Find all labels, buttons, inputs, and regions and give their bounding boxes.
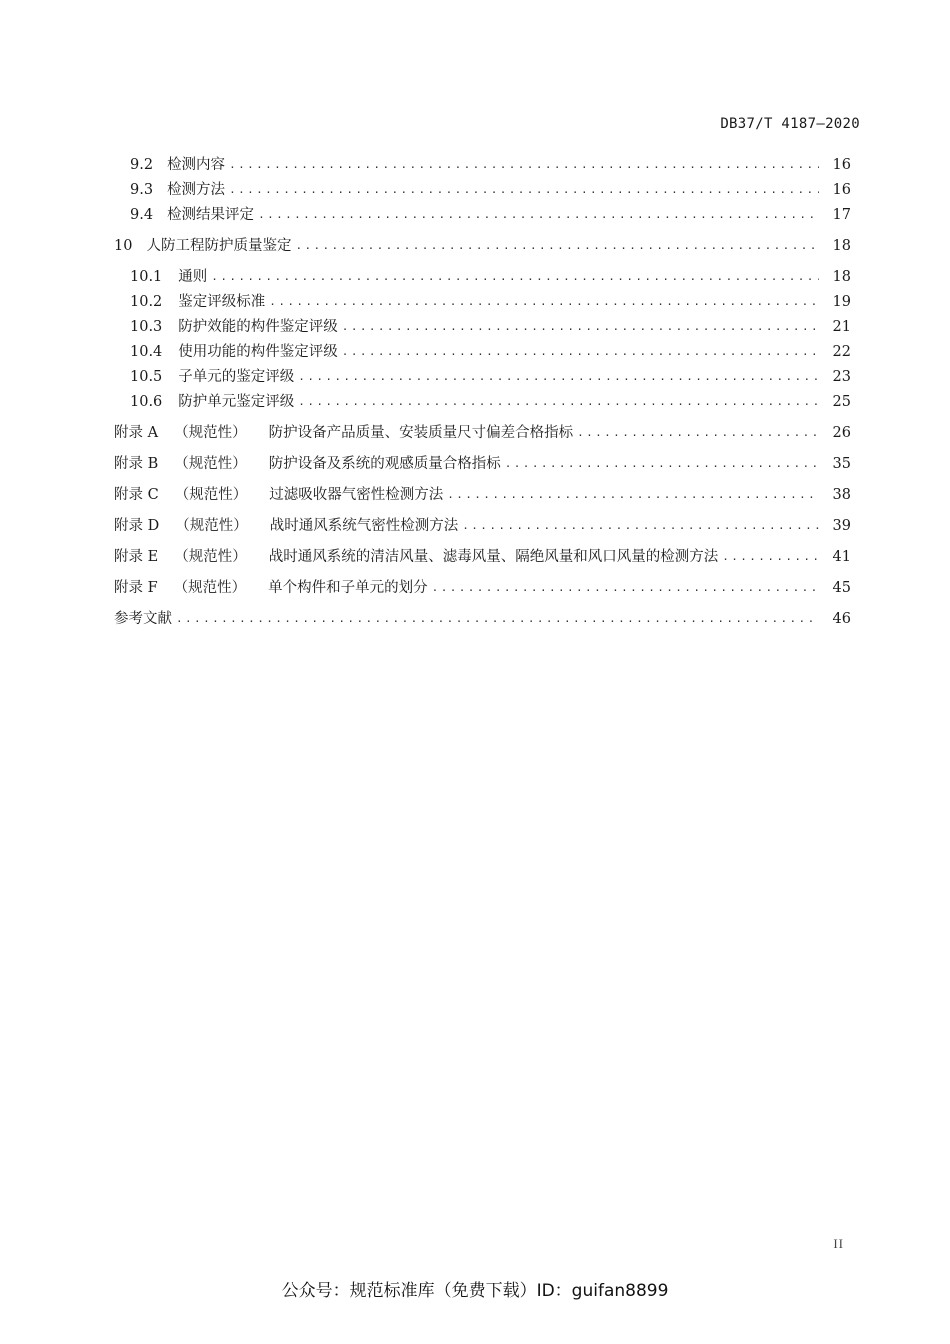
appendix-category: （规范性） xyxy=(174,456,247,472)
toc-number: 10 xyxy=(114,238,133,254)
toc-entry-9-4[interactable] xyxy=(0,205,950,225)
appendix-label: 附录 C xyxy=(114,487,159,503)
toc-references[interactable] xyxy=(0,609,950,629)
toc-entry-10-1[interactable] xyxy=(0,267,950,287)
toc-page: 21 xyxy=(832,319,851,335)
toc-number: 10.2 xyxy=(130,294,163,310)
appendix-title: 单个构件和子单元的划分 xyxy=(268,580,428,596)
toc-title: 防护效能的构件鉴定评级 xyxy=(178,319,338,335)
leader-dots xyxy=(447,485,819,505)
toc-page: 26 xyxy=(832,425,851,441)
leader-dots xyxy=(577,423,819,443)
leader-dots xyxy=(462,516,819,536)
toc-number: 10.5 xyxy=(130,369,163,385)
appendix-label: 附录 A xyxy=(114,425,159,441)
toc-page: 18 xyxy=(832,238,851,254)
toc-number: 9.4 xyxy=(130,207,154,223)
toc-title: 检测内容 xyxy=(167,157,226,173)
toc-page: 39 xyxy=(832,518,851,534)
toc-page: 46 xyxy=(832,611,851,627)
leader-dots xyxy=(258,205,819,225)
leader-dots xyxy=(505,454,819,474)
appendix-title: 战时通风系统的清洁风量、滤毒风量、隔绝风量和风口风量的检测方法 xyxy=(268,549,719,565)
toc-number: 9.3 xyxy=(130,182,154,198)
appendix-category: （规范性） xyxy=(174,487,248,503)
toc-entry-10-3[interactable] xyxy=(0,317,950,337)
toc-page: 25 xyxy=(832,394,851,410)
toc-page: 38 xyxy=(832,487,851,503)
toc-page: 17 xyxy=(832,207,851,223)
appendix-label: 附录 B xyxy=(114,456,159,472)
toc-title: 参考文献 xyxy=(114,611,172,627)
leader-dots xyxy=(342,317,819,337)
toc-entry-10-2[interactable] xyxy=(0,292,950,312)
toc-appendix-f[interactable] xyxy=(0,578,950,598)
toc-entry-10-4[interactable] xyxy=(0,342,950,362)
toc-title: 人防工程防护质量鉴定 xyxy=(146,238,292,254)
appendix-category: （规范性） xyxy=(175,518,248,534)
appendix-category: （规范性） xyxy=(174,549,247,565)
toc-page: 16 xyxy=(832,182,851,198)
toc-page: 35 xyxy=(832,456,851,472)
toc-entry-10-6[interactable] xyxy=(0,392,950,412)
toc-entry-10-5[interactable] xyxy=(0,367,950,387)
leader-dots xyxy=(229,155,819,175)
toc-appendix-d[interactable] xyxy=(0,516,950,536)
leader-dots xyxy=(432,578,819,598)
toc-title: 子单元的鉴定评级 xyxy=(178,369,295,385)
toc-entry-10[interactable] xyxy=(0,236,950,256)
appendix-title: 防护设备产品质量、安装质量尺寸偏差合格指标 xyxy=(268,425,574,441)
toc-page: 19 xyxy=(832,294,851,310)
document-code: DB37/T 4187—2020 xyxy=(720,116,860,132)
toc-appendix-e[interactable] xyxy=(0,547,950,567)
toc-number: 9.2 xyxy=(130,157,154,173)
toc-page: 16 xyxy=(832,157,851,173)
toc-appendix-a[interactable] xyxy=(0,423,950,443)
page-number: II xyxy=(833,1236,844,1251)
appendix-label: 附录 D xyxy=(114,518,160,534)
toc-page: 22 xyxy=(832,344,851,360)
leader-dots xyxy=(295,236,819,256)
toc-appendix-c[interactable] xyxy=(0,485,950,505)
toc-entry-9-3[interactable] xyxy=(0,180,950,200)
leader-dots xyxy=(298,392,819,412)
toc-page: 45 xyxy=(832,580,851,596)
appendix-label: 附录 F xyxy=(114,580,158,596)
toc-entry-9-2[interactable] xyxy=(0,155,950,175)
appendix-title: 防护设备及系统的观感质量合格指标 xyxy=(268,456,501,472)
toc-number: 10.3 xyxy=(130,319,163,335)
toc-title: 检测方法 xyxy=(167,182,226,198)
leader-dots xyxy=(211,267,819,287)
toc-title: 检测结果评定 xyxy=(167,207,255,223)
leader-dots xyxy=(298,367,819,387)
footer-watermark-text: 公众号：规范标准库（免费下载）ID：guifan8899 xyxy=(281,1281,669,1301)
toc-page: 41 xyxy=(832,549,851,565)
toc-number: 10.1 xyxy=(130,269,163,285)
toc-page: 18 xyxy=(832,269,851,285)
toc-title: 鉴定评级标准 xyxy=(178,294,266,310)
toc-title: 使用功能的构件鉴定评级 xyxy=(178,344,338,360)
appendix-category: （规范性） xyxy=(173,580,247,596)
leader-dots xyxy=(269,292,819,312)
leader-dots xyxy=(342,342,819,362)
leader-dots xyxy=(722,547,819,567)
toc-title: 防护单元鉴定评级 xyxy=(178,394,295,410)
toc-appendix-b[interactable] xyxy=(0,454,950,474)
leader-dots xyxy=(229,180,819,200)
toc-page: 23 xyxy=(832,369,851,385)
toc-number: 10.4 xyxy=(130,344,163,360)
leader-dots xyxy=(176,609,819,629)
appendix-title: 战时通风系统气密性检测方法 xyxy=(269,518,459,534)
appendix-label: 附录 E xyxy=(114,549,159,565)
toc-number: 10.6 xyxy=(130,394,163,410)
toc-title: 通则 xyxy=(178,269,208,285)
appendix-title: 过滤吸收器气密性检测方法 xyxy=(269,487,444,503)
appendix-category: （规范性） xyxy=(174,425,247,441)
